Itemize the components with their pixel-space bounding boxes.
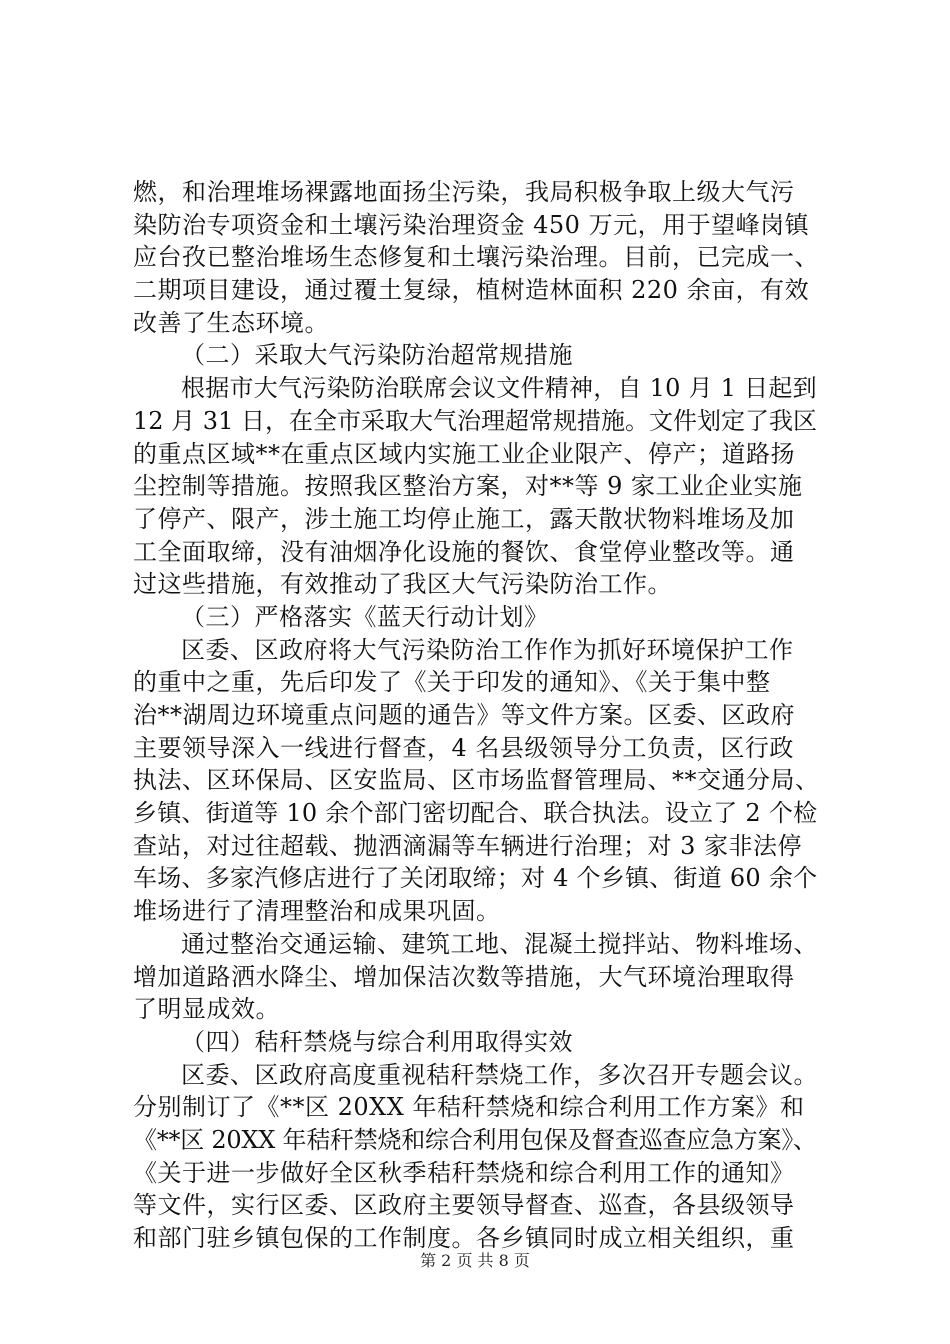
text-line: 车场、多家汽修店进行了关闭取缔；对 4 个乡镇、街道 60 余个 <box>133 864 818 893</box>
section-heading: （四）秸秆禁烧与综合利用取得实效 <box>181 1027 573 1056</box>
text-line: 根据市大气污染防治联席会议文件精神，自 10 月 1 日起到 <box>181 374 817 403</box>
text-line: 12 月 31 日，在全市采取大气治理超常规措施。文件划定了我区 <box>133 406 817 435</box>
text-line: 治**湖周边环境重点问题的通告》等文件方案。区委、区政府 <box>133 701 795 729</box>
text-line: 区委、区政府高度重视秸秆禁烧工作，多次召开专题会议。 <box>181 1060 818 1089</box>
text-line: 过这些措施，有效推动了我区大气污染防治工作。 <box>133 570 672 599</box>
text-line: 通过整治交通运输、建筑工地、混凝土搅拌站、物料堆场、 <box>181 929 818 958</box>
text-line: 主要领导深入一线进行督查，4 名县级领导分工负责，区行政 <box>133 733 794 762</box>
text-line: 和部门驻乡镇包保的工作制度。各乡镇同时成立相关组织，重 <box>133 1224 795 1252</box>
text-line: 《**区 20XX 年秸秆禁烧和综合利用包保及督查巡查应急方案》、 <box>133 1125 817 1154</box>
text-line: 二期项目建设，通过覆土复绿，植树造林面积 220 余亩，有效 <box>133 276 810 305</box>
text-line: 区委、区政府将大气污染防治工作作为抓好环境保护工作 <box>181 635 794 664</box>
text-line: 工全面取缔，没有油烟净化设施的餐饮、食堂停业整改等。通 <box>133 537 795 566</box>
text-line: 《关于进一步做好全区秋季秸秆禁烧和综合利用工作的通知》 <box>133 1158 795 1187</box>
text-line: 了停产、限产，涉土施工均停止施工，露天散状物料堆场及加 <box>133 504 795 533</box>
text-line: 增加道路洒水降尘、增加保洁次数等措施，大气环境治理取得 <box>133 962 795 991</box>
text-line: 查站，对过往超载、抛洒滴漏等车辆进行治理；对 3 家非法停 <box>133 831 803 860</box>
text-line: 乡镇、街道等 10 余个部门密切配合、联合执法。设立了 2 个检 <box>133 799 818 828</box>
text-line: 堆场进行了清理整治和成果巩固。 <box>133 897 501 926</box>
page-footer: 第 2 页 共 8 页 <box>420 1251 530 1270</box>
text-line: 改善了生态环境。 <box>133 308 329 337</box>
text-line: 应台孜已整治堆场生态修复和土壤污染治理。目前，已完成一、 <box>133 243 819 272</box>
section-heading: （三）严格落实《蓝天行动计划》 <box>181 602 549 631</box>
text-line: 了明显成效。 <box>133 995 280 1024</box>
text-line: 尘控制等措施。按照我区整治方案，对**等 9 家工业企业实施 <box>133 472 803 501</box>
text-line: 燃，和治理堆场裸露地面扬尘污染，我局积极争取上级大气污 <box>133 178 795 206</box>
text-line: 染防治专项资金和土壤污染治理资金 450 万元，用于望峰岗镇 <box>133 210 810 239</box>
document-body <box>133 176 823 1255</box>
section-heading: （二）采取大气污染防治超常规措施 <box>181 341 573 370</box>
text-line: 的重中之重，先后印发了《关于印发的通知》、《关于集中整 <box>133 668 771 697</box>
text-line: 分别制订了《**区 20XX 年秸秆禁烧和综合利用工作方案》和 <box>133 1093 805 1122</box>
text-line: 执法、区环保局、区安监局、区市场监督管理局、**交通分局、 <box>133 766 820 795</box>
text-line: 等文件，实行区委、区政府主要领导督查、巡查，各县级领导 <box>133 1191 795 1220</box>
text-line: 的重点区域**在重点区域内实施工业企业限产、停产；道路扬 <box>133 439 795 468</box>
